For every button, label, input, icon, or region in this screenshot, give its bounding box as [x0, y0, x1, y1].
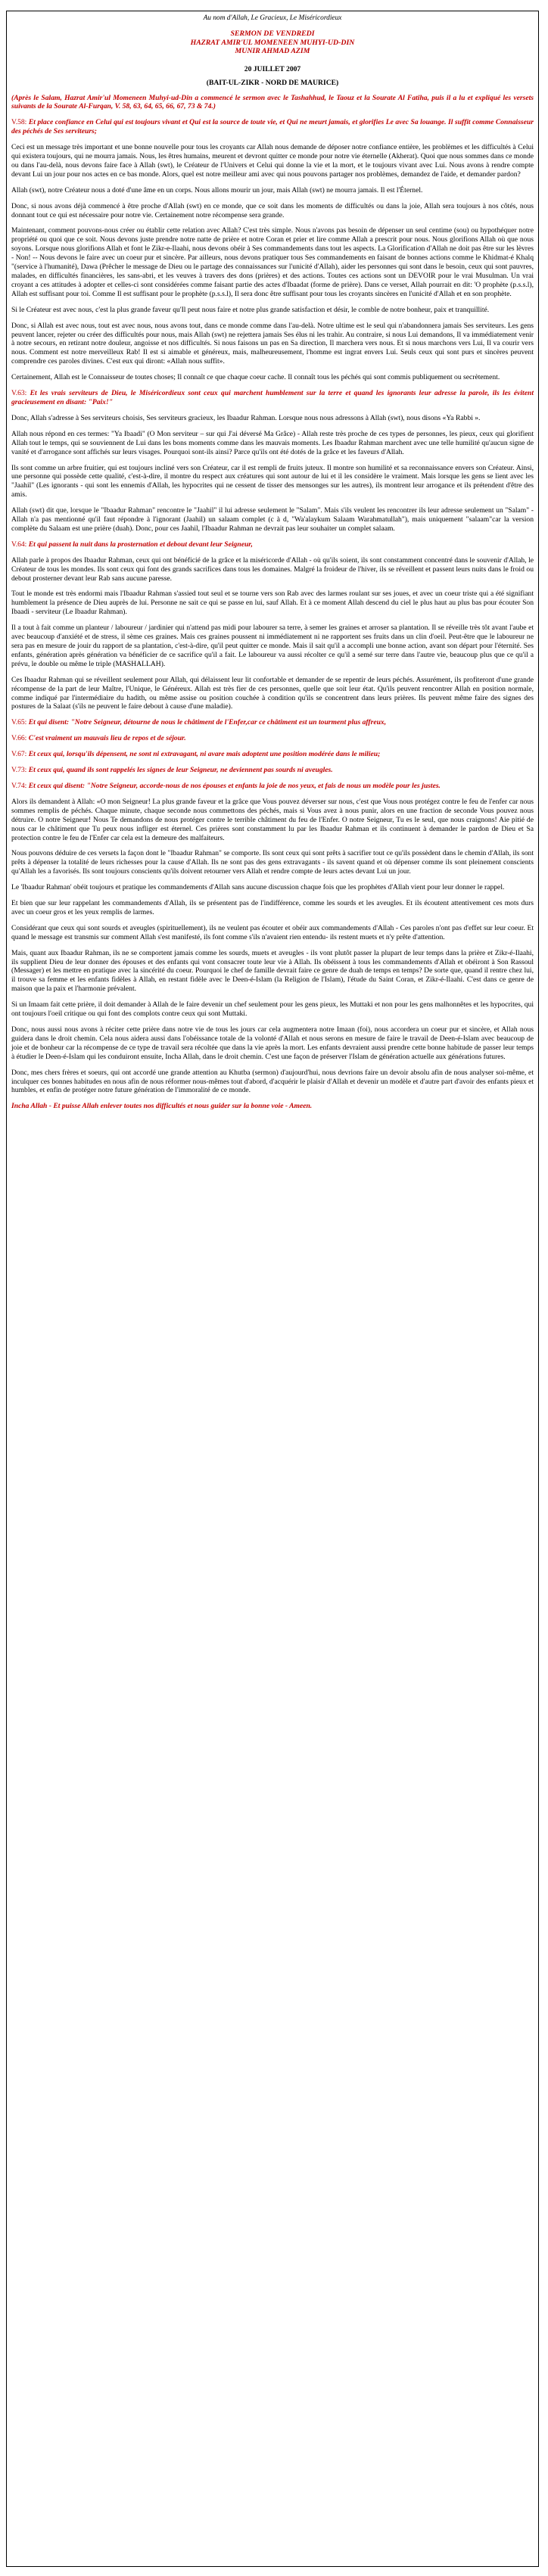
- verse-paragraph: [11, 766, 534, 775]
- verse-text: Et ceux qui disent: "Notre Seigneur, accorde-nous de nos épouses et enfants la joie de nos yeux, et fais de nous un modèle pour les justes.: [26, 781, 441, 790]
- verse-reference: V.73:: [11, 766, 27, 775]
- body-paragraph: Donc, si nous avons déjà commencé à être proche d'Allah (swt) en ce monde, que ce soit dans les moments de difficultés ou dans la joie, Allah sera toujours à nos côtés, nous donnant tout ce qui est nécessaire pour notre vie. Certainement notre récompense sera grande.: [11, 201, 534, 219]
- verse-reference: V.67:: [11, 750, 27, 759]
- sermon-title: SERMON DE VENDREDI: [230, 30, 315, 38]
- body-paragraph: Ceci est un message très important et une bonne nouvelle pour tous les croyants car Allah nous demande de déposer notre confiance entière, les problèmes et les difficultés à Celui qui existera toujours, qui ne mourra jamais. Nous, les êtres humains, meurent et devront quitter ce monde pour notre vie éternelle (Akherat). Quoi que nous sommes dans ce monde ou dans l'au-delà, nous devons faire face à Allah (swt), le Créateur de l'Univers et Celui qui donne la vie et la mort, et le toujours vivant avec Lui. Nous avons à rendre compte devant Lui un jour pour nos actes en ce bas monde. Alors, quel est notre meilleur ami avec qui nous pouvons partager nos problèmes, demandez de l'aide, et demander pardon?: [11, 143, 534, 179]
- verse-paragraph: [11, 750, 534, 759]
- body-paragraph: Si un Imaam fait cette prière, il doit demander à Allah de le faire devenir un chef seulement pour les gens pieux, les Muttaki et non pour les gens malhonnêtes et les hypocrites, qui ont toujours l'oeil critique ou qui font des complots contre ceux qui sont Muttaki.: [11, 1000, 534, 1019]
- body-paragraph: Donc, Allah s'adresse à Ses serviteurs choisis, Ses serviteurs gracieux, les Ibaadur Rahman. Lorsque nous nous adressons à Allah (swt), nous disons «Ya Rabbi ».: [11, 413, 481, 422]
- sermon-date: 20 JUILLET 2007: [244, 64, 301, 73]
- verse-text: Et qui disent: "Notre Seigneur, détourne de nous le châtiment de l'Enfer,car ce châtiment est un tourment plus affreux,: [26, 718, 387, 727]
- verse-reference: V.74:: [11, 781, 27, 790]
- sermon-body: [11, 118, 534, 1111]
- body-paragraph: Nous pouvons déduire de ces versets la façon dont le "Ibaadur Rahman" se comporte. Ils sont ceux qui sont prêts à sacrifier tout ce qu'ils possèdent dans le chemin d'Allah, ils sont prêts à dépenser la totalité de leurs richesses pour la cause d'Allah. Ils ne sont pas des gens extravagants - ils savent quand et où dépenser comme ils sont pleinement conscients qu'Allah les a favorisés. Ils sont toujours conscients qu'ils doivent retourner vers Allah et rendre compte de leurs actes devant Lui un jour.: [11, 849, 534, 876]
- sermon-author-name: MUNIR AHMAD AZIM: [235, 47, 310, 55]
- verse-reference: V.63:: [11, 389, 27, 398]
- closing-prayer: Incha Allah - Et puisse Allah enlever toutes nos difficultés et nous guider sur la bonne voie - Ameen.: [11, 1102, 313, 1111]
- sermon-location: (BAIT-UL-ZIKR - NORD DE MAURICE): [206, 78, 339, 87]
- body-paragraph: Il a tout à fait comme un planteur / laboureur / jardinier qui n'attend pas midi pour labourer sa terre, à semer les graines et arroser sa plantation. Il se réveille très tôt avant l'aube et avec beaucoup d'anxiété et de stress, il sème ces graines. Mais ces graines poussent ni immédiatement ni ne rapportent ses fruits dans un clin d'oeil. Peut-être que le laboureur ne sera pas en mesure de jouir du rapport de sa plantation, c'est-à-dire, qu'il peut quitter ce monde. Mais il sait qu'il a accompli une bonne action, avant son départ pour l'éternité. Ses enfants, génération après génération va bénéficier de ce sacrifice qu'il a fait. Le laboureur va aussi récolter ce qu'il a semé sur terre dans l'autre vie, beaucoup plus que ce qu'il a prévu, le double ou même le triple (MASHALLAH).: [11, 624, 534, 668]
- verse-paragraph: [11, 540, 534, 549]
- basmala: Au nom d'Allah, Le Gracieux, Le Miséricordieux: [203, 14, 342, 22]
- body-paragraph: Allah (swt) dit que, lorsque le "Ibaadur Rahman" rencontre le "Jaahil" il lui adresse seulement le "Salam". Mais s'ils veulent les rencontrer ils leur adresse seulement un "Salam" - Allah n'a pas mentionné qu'il faut répondre à l'ignorant (Jaahil) un salaam complet (c à d, "Wa'alaykum Salaam Warahmatullah"), mais uniquement "salaam"car la version complète du Salaam est une prière (duah). Donc, pour ces Jaahil, l'Ibaadur Rahman ne devrait pas leur souhaiter un complet salaam.: [11, 506, 534, 533]
- verse-paragraph: [11, 118, 534, 136]
- body-paragraph: Donc, mes chers frères et soeurs, qui ont accordé une grande attention au Khutba (sermon) d'aujourd'hui, nous devrions faire un devoir absolu afin de nous analyser soi-même, et inculquer ces bonnes habitudes en nous afin de nous réformer nous-mêmes tout d'abord, d'acquérir le plaisir d'Allah et devenir un modèle et d'autre part d'avoir des enfants pieux et humbles, et enfin de protéger notre future génération de l'immoralité de ce monde.: [11, 1068, 534, 1095]
- body-paragraph: Maintenant, comment pouvons-nous créer ou établir cette relation avec Allah? C'est très simple. Nous n'avons pas besoin de dépenser un seul centime (sou) ou hypothéquer notre propriété ou quoi que ce soit. Nous devons juste prendre notre natte de prière et notre Coran et prier et lire comme Allah a prescrit pour nous. Nous glorifions Allah où que nous soyons. Lorsque nous glorifions Allah et font le Zikr-e-Ilaahi, nous devons obéir à Ses commandements dans tout les aspects. La Glorification d'Allah ne doit pas être sur les lèvres - Non! -- Nous devons le faire avec un coeur pur et sincère. Par ailleurs, nous devons pratiquer tous Ses commandements en faisant de bonnes actions comme le Khidmat-é Khalq "(service à l'humanité), Dawa (Prêcher le message de Dieu ou le partage des connaissances sur l'unicité d'Allah), aider les personnes qui sont dans le besoin, ceux qui sont pauvres, malades, en difficultés financières, les sans-abri, et les veuves à travers des dons (prières) et des actions. Toutes ces actions sont un DEVOIR pour le vrai Musulman. Un vrai croyant a ces attitudes à adopter et celles-ci sont considérées comme faisant partie des actes d'Ibaadat (forme de prière). Dans ce verset, Allah pourrait en dit: 'O prophète (p.s.s.l), Allah est suffisant pour toi. Comme Il est suffisant pour le prophète (p.s.s.l), Il sera donc être suffisant pour tous les croyants sincères en l'unicité d'Allah et en son prophète.: [11, 226, 534, 298]
- verse-reference: V.65:: [11, 718, 27, 727]
- body-paragraph: Si le Créateur est avec nous, c'est la plus grande faveur qu'Il peut nous faire et notre plus grande satisfaction et désir, le comble de notre bonheur, paix et tranquillité.: [11, 305, 490, 314]
- body-paragraph: Alors ils demandent à Allah: «O mon Seigneur! La plus grande faveur et la grâce que Vous pouvez déverser sur nous, c'est que Vous nous protégez contre le feu de l'enfer car nous sommes remplis de péchés. Chaque minute, chaque seconde nous commettons des péchés, mais si Vous avez à nous punir, alors en une fraction de seconde Vous pouvez nous détruire. O notre Seigneur! Nous Te demandons de nous protéger contre le terrible châtiment du feu de l'Enfer. O notre Seigneur, Tu es le seul, que nous craignons! Aie pitié de nous car le châtiment que Tu peux nous infliger est éternel. Ces prières sont constamment lu par les Ibaadur Rahman et ils continuent à demander le pardon de Dieu et Sa protection contre le feu de l'Enfer car cela est la demeure des malfaiteurs.: [11, 797, 534, 842]
- sermon-author-line: HAZRAT AMIR'UL MOMENEEN MUHYI-UD-DIN: [190, 38, 355, 47]
- verse-paragraph: [11, 718, 534, 727]
- verse-text: Et place confiance en Celui qui est toujours vivant et Qui est la source de toute vie, et Qui ne meurt jamais, et glorifies Le avec Sa louange. Il suffit comme Connaisseur des péchés de Ses serviteurs;: [11, 118, 534, 136]
- verse-text: Et les vrais serviteurs de Dieu, le Miséricordieux sont ceux qui marchent humblement sur la terre et quand les ignorants leur adresse la parole, ils les évitent gracieusement en disant: "Paix!": [11, 389, 534, 406]
- verse-reference: V.58:: [11, 118, 27, 127]
- verse-reference: V.66:: [11, 734, 27, 743]
- body-paragraph: Tout le monde est très endormi mais l'Ibaadur Rahman s'assied tout seul et se tourne vers son Rab avec des larmes roulant sur ses joues, et avec un coeur triste qui a été signifiant humblement la présence de Dieu auprès de lui. Personne ne sait ce qui se passe en lui, sauf Allah. Et à ce moment Allah descend du ciel le plus haut au plus bas pour écouter Son Ibaadi - serviteur (Le Ibaadur Rahman).: [11, 590, 534, 617]
- body-paragraph: Ces Ibaadur Rahman qui se réveillent seulement pour Allah, qui délaissent leur lit confortable et demander de se repentir de leurs péchés. Assurément, ils profiteront d'une grande récompense de la part de leur Maître, l'Unique, le Généreux. Allah est très fier de ces personnes, quelle que soit leur état. Qu'ils peuvent rencontrer Allah en position normale, comme indiqué par l'intermédiaire du hadith, ou même assise ou position couchée à condition qu'ils se concentrent dans leurs prières. Ils peuvent même faire des signes des postures de la Salaat (s'ils ne peuvent le faire debout à cause d'une maladie).: [11, 675, 534, 711]
- body-paragraph: Considérant que ceux qui sont sourds et aveugles (spirituellement), ils ne veulent pas écouter et obéir aux commandements d'Allah - Ces paroles n'ont pas d'effet sur leur coeur. Et quand le message est transmis sur comment Allah s'est manifesté, ils font comme s'ils n'avaient rien entendu- ils restent muets et n'y prête d'attention.: [11, 923, 534, 941]
- verse-paragraph: [11, 734, 534, 743]
- verse-text: Et ceux qui, quand ils sont rappelés les signes de leur Seigneur, ne deviennent pas sourds ni aveugles.: [26, 766, 333, 775]
- body-paragraph: Certainement, Allah est le Connaisseur de toutes choses; Il connaît ce que chaque coeur cache. Il connaît tous les péchés qui sont commis publiquement ou secrètement.: [11, 373, 500, 382]
- verse-paragraph: [11, 389, 534, 407]
- body-paragraph: Allah parle à propos des Ibaadur Rahman, ceux qui ont bénéficié de la grâce et la miséricorde d'Allah - où qu'ils soient, ils sont constamment concentré dans le souvenir d'Allah, le Créateur de tous les mondes. Ils sont ceux qui font des grands sacrifices dans tous les domaines. Malgré la froideur de l'hiver, ils se réveillent et passent leurs nuits dans le froid ou debout prosterner devant leur Rab sans aucune paresse.: [11, 555, 534, 583]
- sermon-intro: (Après le Salam, Hazrat Amir'ul Momeneen Muhyi-ud-Din a commencé le sermon avec le Tashahhud, le Taouz et la Sourate Al Fatiha, puis il a lu et expliqué les versets suivants de la Sourate Al-Furqan, V. 58, 63, 64, 65, 66, 67, 73 & 74.): [11, 93, 534, 111]
- body-paragraph: Mais, quant aux Ibaadur Rahman, ils ne se comportent jamais comme les sourds, muets et aveugles - ils vont plutôt passer la plupart de leur temps dans la prière et Zikr-é-Ilaahi, ils supplient Dieu de leur donner des épouses et des enfants qui vont consacrer toute leur vie à Allah. Ils obéissent à tous les commandements d'Allah et obéiront à Son Rassoul (Messager) et les mettre en pratique avec la sincérité du coeur. Pourquoi le chef de famille devrait faire ce genre de duah de temps en temps? De sorte que, quand il rentre chez lui, il trouve sa femme et les enfants fidèles à Allah, en restant fidèle avec le Deen-é-Islam (la Religion de l'Islam), l'étude du Saint Coran, et Zikr-é-Ilaahi. C'est dans ce genre de maison que la paix et l'harmonie prévalent.: [11, 948, 534, 994]
- body-paragraph: Ils sont comme un arbre fruitier, qui est toujours incliné vers son Créateur, car il est rempli de fruits juteux. Il montre son humilité et sa reconnaissance envers son Créateur. Ainsi, une personne qui possède cette qualité, c'est-à-dire, il montre du respect aux créatures qui sont autour de lui et il les considère le vraiment. Mais lorsque les gens se lient avec les "Jaahil" (Les ignorants - qui sont les ennemis d'Allah, les hypocrites qui ne cessent de tisser des mensonges sur les autres), ils montrent leur arrogance et ils prétendent d'être des amis.: [11, 463, 534, 499]
- body-paragraph: Donc, si Allah est avec nous, tout est avec nous, nous avons tout, dans ce monde comme dans l'au-delà. Notre ultime est le seul qui n'abandonnera jamais Ses serviteurs. Les gens peuvent lancer, rejeter ou créer des difficultés pour nous, mais Allah (swt) ne rejettera jamais Ses élus ni les trahir. Au contraire, si nous Lui demandons, Il va immédiatement venir à notre secours, en retirant notre douleur, angoisse et nos difficultés. Si nous faisons un pas en Sa direction, Il marchera vers nous. Et si nous marchons vers Lui, Il va courir vers nous. Comment est notre merveilleux Rab! Il est si aimable et généreux, mais, malheureusement, l'homme est ingrat envers Lui. Seuls ceux qui sont purs et sincères peuvent comprendre ces paroles divines. C'est eux qui diront: «Allah nous suffit».: [11, 321, 534, 366]
- verse-text: C'est vraiment un mauvais lieu de repos et de séjour.: [26, 734, 186, 743]
- body-paragraph: Donc, nous aussi nous avons à réciter cette prière dans notre vie de tous les jours car cela augmentera notre Imaan (foi), nous accordera un coeur pur et sincère, et Allah nous guidera dans le droit chemin. Cela nous aidera aussi dans l'obéissance totale de la volonté d'Allah et nous serons en mesure de faire le travail de Deen-é-Islam avec beaucoup de joie et de bonheur car la récompense de ce type de travail sera récoltée que dans la vie après la mort. Les enfants devraient aussi prendre cette bonne habitude de passer leur temps à étudier le Deen-é-Islam qui les conduiront ensuite, Incha Allah, dans le droit chemin. C'est une façon de préserver l'Islam de génération actuelle aux générations futures.: [11, 1025, 534, 1061]
- verse-paragraph: [11, 782, 534, 791]
- body-paragraph: Et bien que sur leur rappelant les commandements d'Allah, ils se présentent pas de l'indifférence, comme les sourds et les aveugles. Et ils écoutent attentivement ces mots durs avec un coeur gros et les yeux remplis de larmes.: [11, 899, 534, 916]
- verse-reference: V.64:: [11, 540, 27, 549]
- body-paragraph: Le 'Ibaadur Rahman' obéit toujours et pratique les commandements d'Allah sans aucune discussion chaque fois que les prophètes d'Allah vient pour leur donner le rappel.: [11, 883, 505, 892]
- verse-text: Et ceux qui, lorsqu'ils dépensent, ne sont ni extravagant, ni avare mais adoptent une position modérée dans le milieu;: [26, 750, 381, 759]
- verse-text: Et qui passent la nuit dans la prosternation et debout devant leur Seigneur,: [26, 540, 253, 549]
- body-paragraph: Allah (swt), notre Créateur nous a doté d'une âme en un corps. Nous allons mourir un jour, mais Allah (swt) ne mourra jamais. Il est l'Éternel.: [11, 185, 423, 194]
- body-paragraph: Allah nous répond en ces termes: "Ya Ibaadi" (O Mon serviteur – sur qui J'ai déversé Ma Grâce) - Allah reste très proche de ces types de personnes, les pieux, ceux qui glorifient Allah tout le temps, qui se souviennent de Lui dans les bons moments comme dans les mauvais moments. Les Ibaadur Rahman marchent avec une telle humilité qu'aucun signe de vanité et d'arrogance sont affichés sur leurs visages. Pourquoi sont-ils ainsi? Parce qu'ils ont été dotés de la grâce et les faveurs d'Allah.: [11, 429, 534, 456]
- sermon-page: [6, 11, 539, 2567]
